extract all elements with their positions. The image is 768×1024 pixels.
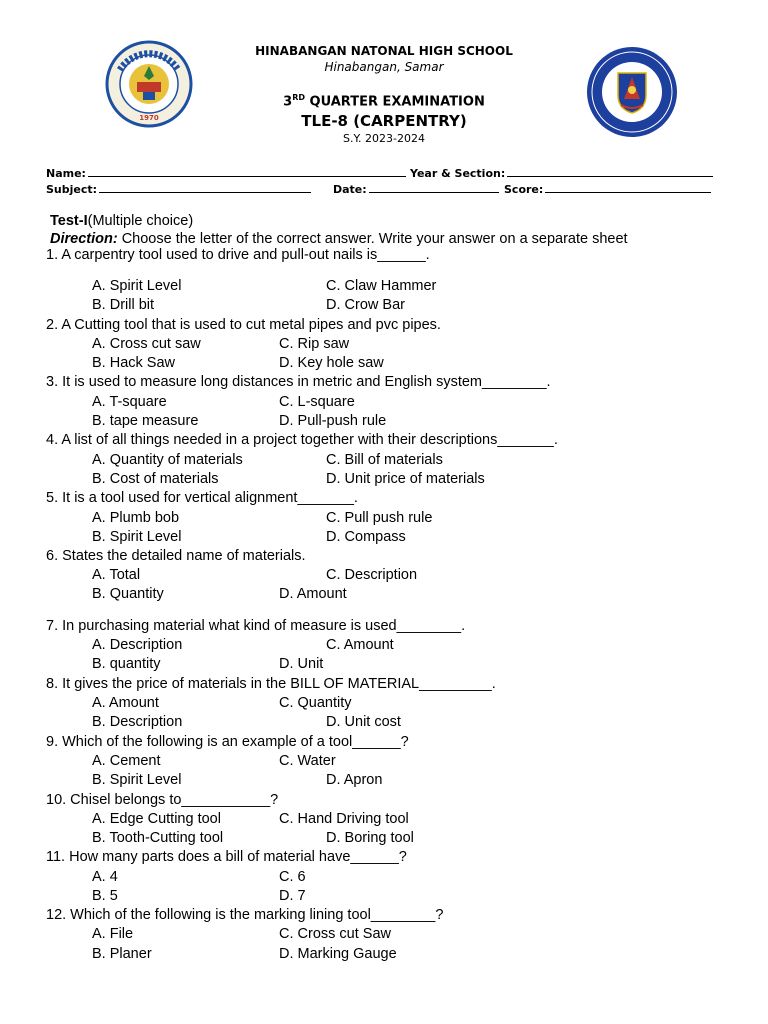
question-text: 1. A carpentry tool used to drive and pull-out nails is______. — [46, 247, 430, 263]
option-b: B. Spirit Level — [92, 772, 182, 788]
option-a: A. File — [92, 926, 134, 942]
option-b: B. Spirit Level — [92, 529, 182, 545]
option-c: C. Bill of materials — [326, 452, 443, 468]
option-c: C. Cross cut Saw — [279, 926, 391, 942]
option-b: B. 5 — [92, 888, 118, 904]
name-field[interactable] — [46, 166, 406, 180]
direction-text: Choose the letter of the correct answer. Write your answer on a separate sheet — [117, 231, 628, 247]
subject-field[interactable] — [46, 182, 311, 196]
option-a: A. Plumb bob — [92, 510, 180, 526]
test-type: (Multiple choice) — [87, 213, 194, 229]
school-year: S.Y. 2023-2024 — [343, 132, 425, 145]
year-section-blank[interactable] — [507, 166, 713, 177]
quarter-number: 3 — [283, 94, 293, 110]
school-location: Hinabangan, Samar — [324, 60, 444, 74]
option-c: C. Description — [326, 567, 418, 583]
school-name: HINABANGAN NATONAL HIGH SCHOOL — [255, 44, 513, 58]
quarter-label: QUARTER EXAMINATION — [305, 94, 485, 110]
svg-text:1970: 1970 — [139, 114, 159, 122]
score-field[interactable] — [504, 182, 711, 196]
option-a: A. Quantity of materials — [92, 452, 243, 468]
option-b: B. Description — [92, 714, 183, 730]
option-a: A. T-square — [92, 394, 167, 410]
option-b: B. tape measure — [92, 413, 199, 429]
option-a: A. Description — [92, 637, 183, 653]
option-a: A. Edge Cutting tool — [92, 811, 221, 827]
option-d: D. Unit price of materials — [326, 471, 485, 487]
option-d: D. 7 — [279, 888, 306, 904]
question-text: 12. Which of the following is the marking lining tool________? — [46, 907, 444, 923]
date-field[interactable] — [333, 182, 499, 196]
option-c: C. Amount — [326, 637, 394, 653]
option-a: A. 4 — [92, 869, 118, 885]
option-c: C. Quantity — [279, 695, 352, 711]
option-d: D. Unit cost — [326, 714, 401, 730]
question-text: 10. Chisel belongs to___________? — [46, 792, 279, 808]
question-text: 11. How many parts does a bill of material have______? — [46, 849, 407, 865]
score-label: Score: — [504, 183, 544, 196]
option-d: D. Apron — [326, 772, 383, 788]
option-d: D. Key hole saw — [279, 355, 384, 371]
subject-label: Subject: — [46, 183, 98, 196]
option-d: D. Crow Bar — [326, 297, 405, 313]
question-text: 9. Which of the following is an example of a tool______? — [46, 734, 409, 750]
subject-blank[interactable] — [99, 182, 311, 193]
name-blank[interactable] — [88, 166, 406, 177]
date-label: Date: — [333, 183, 367, 196]
date-blank[interactable] — [369, 182, 499, 193]
test-heading — [50, 212, 193, 230]
quarter-ordinal-suffix: RD — [292, 93, 306, 102]
question-text: 4. A list of all things needed in a project together with their descriptions_______. — [46, 432, 558, 448]
option-d: D. Pull-push rule — [279, 413, 387, 429]
option-d: D. Amount — [279, 586, 347, 602]
option-d: D. Boring tool — [326, 830, 414, 846]
question-text: 5. It is a tool used for vertical alignment_______. — [46, 490, 358, 506]
option-c: C. Water — [279, 753, 336, 769]
question-text: 3. It is used to measure long distances in metric and English system________. — [46, 374, 551, 390]
year-section-label: Year & Section: — [410, 167, 506, 180]
option-b: B. Tooth-Cutting tool — [92, 830, 224, 846]
option-a: A. Spirit Level — [92, 278, 182, 294]
option-d: D. Compass — [326, 529, 406, 545]
option-c: C. Rip saw — [279, 336, 350, 352]
option-b: B. Cost of materials — [92, 471, 219, 487]
year-section-field[interactable] — [410, 166, 713, 180]
option-a: A. Cross cut saw — [92, 336, 201, 352]
option-b: B. Quantity — [92, 586, 164, 602]
exam-quarter-title — [0, 93, 768, 109]
option-a: A. Amount — [92, 695, 159, 711]
score-blank[interactable] — [545, 182, 711, 193]
question-text: 7. In purchasing material what kind of measure is used________. — [46, 618, 466, 634]
option-b: B. quantity — [92, 656, 161, 672]
option-d: D. Unit — [279, 656, 324, 672]
question-text: 8. It gives the price of materials in the BILL OF MATERIAL_________. — [46, 676, 496, 692]
option-c: C. Claw Hammer — [326, 278, 437, 294]
exam-subject-title: TLE-8 (CARPENTRY) — [301, 112, 467, 130]
question-text: 6. States the detailed name of materials. — [46, 548, 306, 564]
option-c: C. Hand Driving tool — [279, 811, 409, 827]
option-c: C. 6 — [279, 869, 306, 885]
option-b: B. Drill bit — [92, 297, 155, 313]
option-b: B. Planer — [92, 946, 152, 962]
option-d: D. Marking Gauge — [279, 946, 397, 962]
option-b: B. Hack Saw — [92, 355, 175, 371]
option-c: C. L-square — [279, 394, 355, 410]
test-title: Test-I — [50, 213, 88, 229]
direction-label: Direction: — [50, 231, 118, 247]
option-a: A. Total — [92, 567, 141, 583]
option-a: A. Cement — [92, 753, 161, 769]
name-label: Name: — [46, 167, 86, 180]
option-c: C. Pull push rule — [326, 510, 433, 526]
question-text: 2. A Cutting tool that is used to cut metal pipes and pvc pipes. — [46, 317, 441, 333]
